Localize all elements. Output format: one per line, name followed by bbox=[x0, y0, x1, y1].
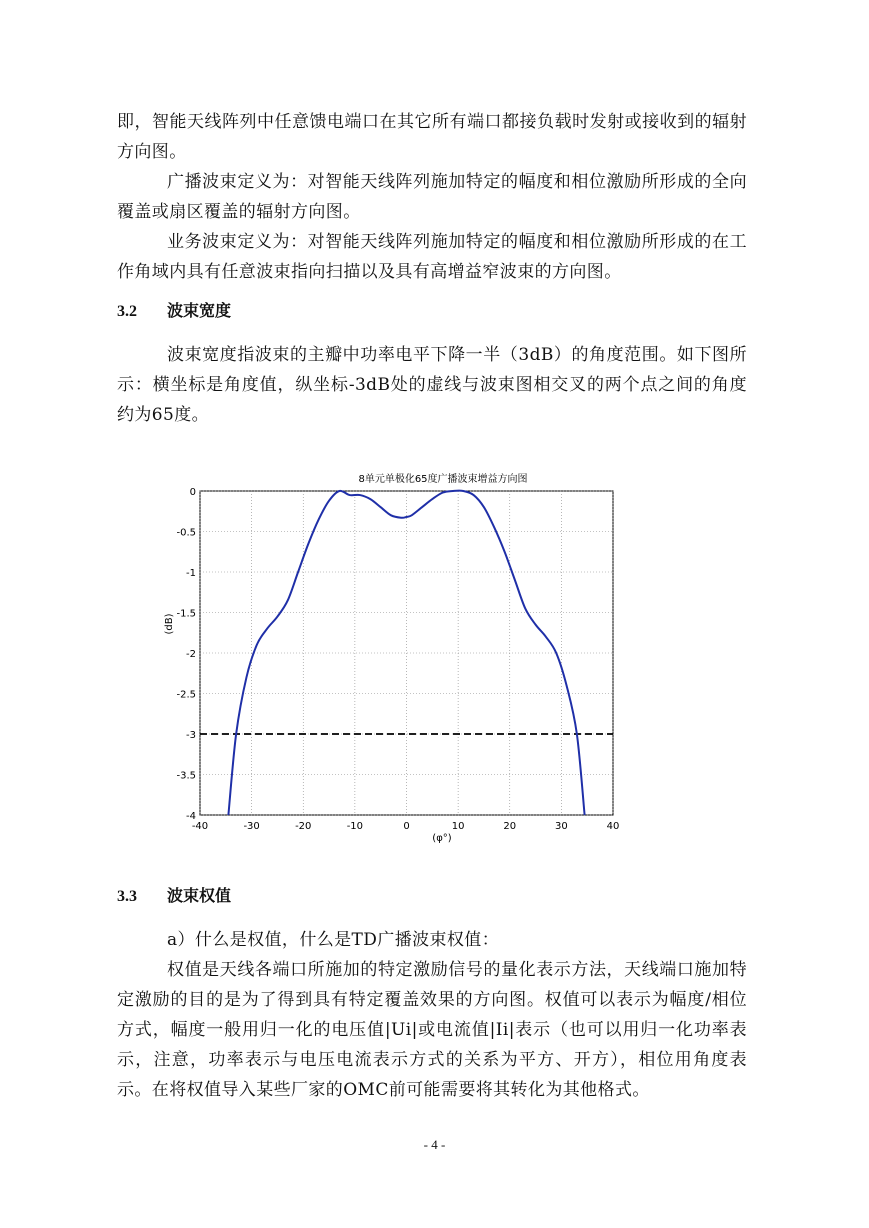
paragraph-element-pattern: 即，智能天线阵列中任意馈电端口在其它所有端口都接负载时发射或接收到的辐射方向图。 bbox=[117, 112, 747, 162]
x-tick-label: -10 bbox=[346, 821, 364, 832]
y-tick-label: -2.5 bbox=[176, 689, 196, 701]
y-axis-ticks bbox=[176, 487, 196, 822]
chart-title: 8单元单极化65度广播波束增益方向图 bbox=[358, 474, 528, 485]
heading-title: 波束宽度 bbox=[167, 301, 232, 320]
x-tick-label: 10 bbox=[451, 821, 465, 832]
heading-number: 3.2 bbox=[117, 303, 137, 320]
y-tick-label: -1 bbox=[186, 568, 196, 579]
heading-beam-weight bbox=[117, 883, 231, 906]
x-tick-label: 20 bbox=[503, 821, 517, 832]
x-axis-label: (φ°) bbox=[432, 833, 452, 844]
x-axis-ticks bbox=[192, 821, 620, 832]
y-tick-label: -3.5 bbox=[176, 770, 196, 782]
y-tick-label: -1.5 bbox=[176, 608, 196, 620]
y-tick-label: -4 bbox=[186, 811, 196, 822]
x-tick-label: -20 bbox=[295, 821, 312, 832]
x-tick-label: -40 bbox=[191, 821, 209, 832]
heading-title: 波束权值 bbox=[167, 886, 232, 905]
paragraph-broadcast-beam: 广播波束定义为：对智能天线阵列施加特定的幅度和相位激励所形成的全向覆盖或扇区覆盖的辐射方向图。 bbox=[117, 172, 747, 222]
paragraph-question: a）什么是权值，什么是TD广播波束权值： bbox=[167, 930, 500, 950]
grid bbox=[200, 491, 613, 815]
heading-beam-width bbox=[117, 298, 231, 321]
x-tick-label: 30 bbox=[555, 821, 568, 832]
y-axis-label: (dB) bbox=[164, 613, 175, 635]
y-tick-label: -2 bbox=[186, 649, 196, 660]
y-tick-label: -3 bbox=[186, 730, 196, 741]
paragraph-beam-width: 波束宽度指波束的主瓣中功率电平下降一半（3dB）的角度范围。如下图所示：横坐标是角度值，纵坐标-3dB处的虚线与波束图相交叉的两个点之间的角度约为65度。 bbox=[117, 345, 747, 425]
x-tick-label: 40 bbox=[606, 821, 620, 832]
beam-pattern-chart bbox=[150, 464, 630, 854]
y-tick-label: -0.5 bbox=[176, 527, 196, 539]
page-number: - 4 - bbox=[423, 1137, 446, 1152]
x-tick-label: 0 bbox=[403, 821, 410, 832]
paragraph-traffic-beam: 业务波束定义为：对智能天线阵列施加特定的幅度和相位激励所形成的在工作角域内具有任意波束指向扫描以及具有高增益窄波束的方向图。 bbox=[117, 232, 747, 282]
y-tick-label: 0 bbox=[189, 487, 196, 498]
x-tick-label: -30 bbox=[243, 821, 260, 832]
heading-number: 3.3 bbox=[117, 888, 137, 905]
paragraph-weight-definition: 权值是天线各端口所施加的特定激励信号的量化表示方法，天线端口施加特定激励的目的是为了得到具有特定覆盖效果的方向图。权值可以表示为幅度/相位方式，幅度一般用归一化的电压值|Ui|或电流值|Ii|表示（也可以用归一化功率表示，注意，功率表示与电压电流表示方式的关系为平方、开方），相位用角度表示。在将权值导入某些厂家的OMC前可能需要将其转化为其他格式。 bbox=[117, 960, 747, 1100]
